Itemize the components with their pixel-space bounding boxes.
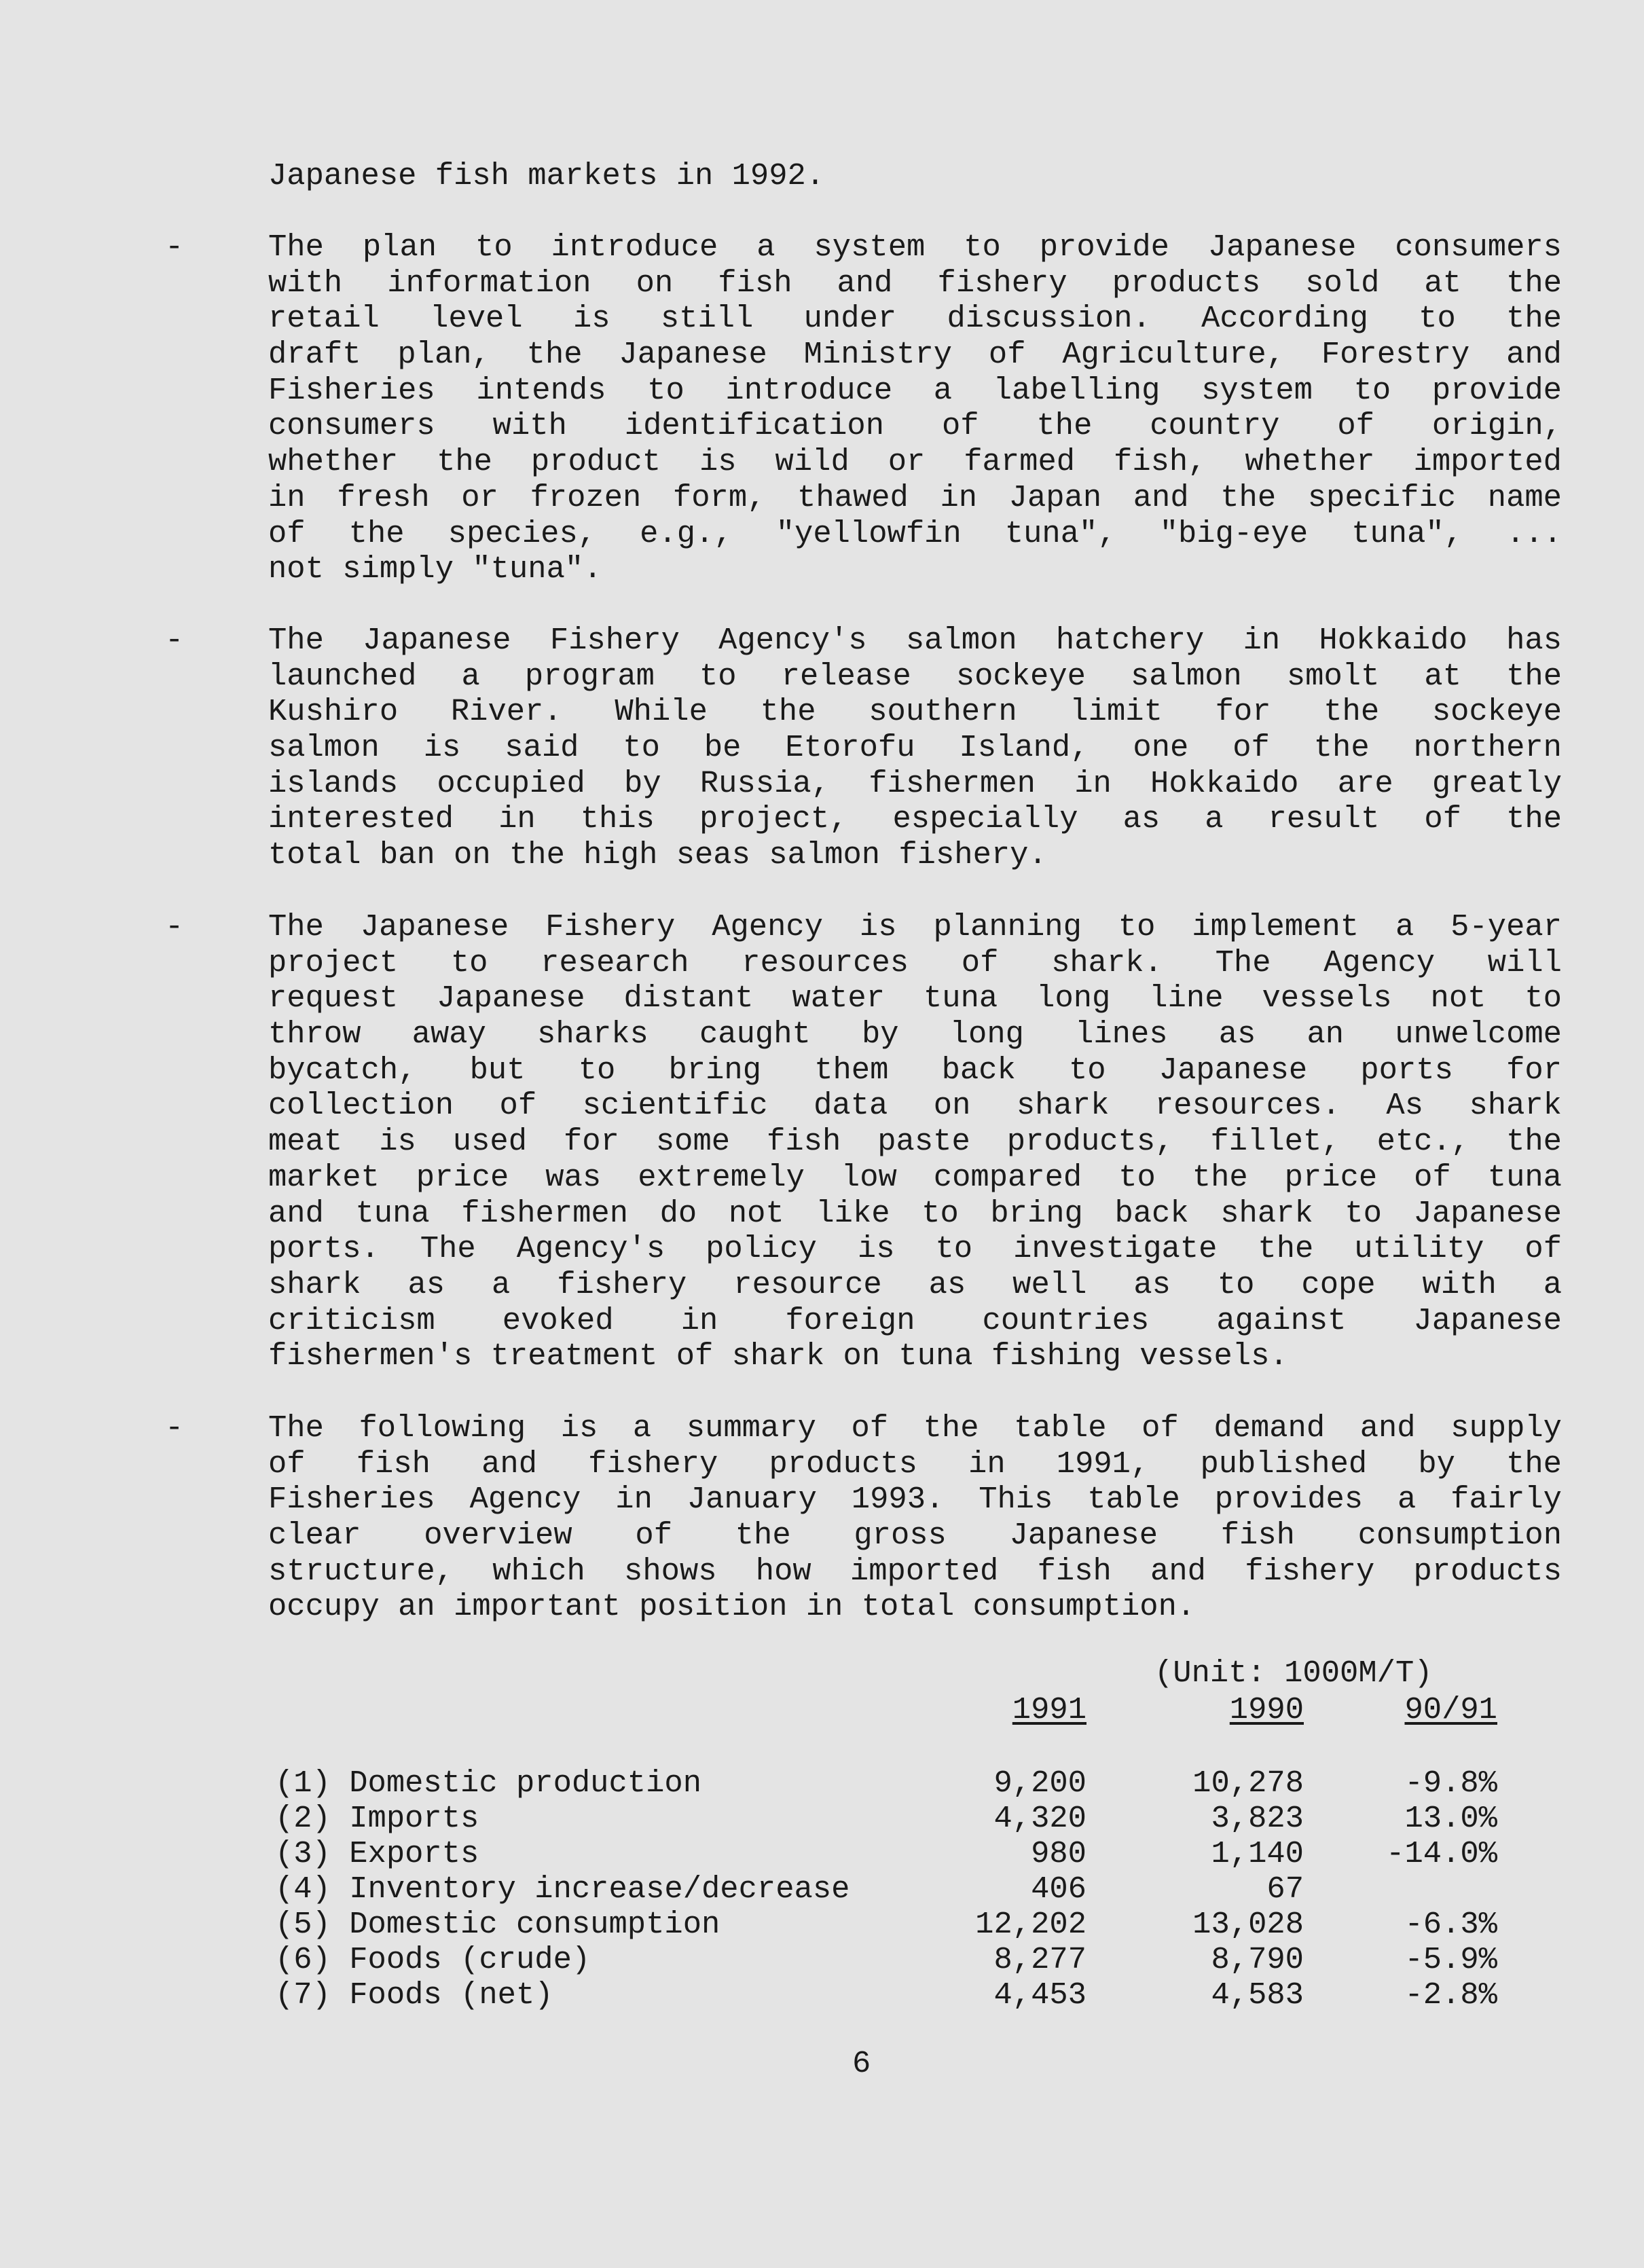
text-line: retail level is still under discussion. According to the [268, 301, 1562, 337]
text-line: structure, which shows how imported fish and fishery products [268, 1553, 1562, 1589]
cell-1990: 10,278 [1192, 1766, 1304, 1801]
cell-1990: 8,790 [1211, 1942, 1304, 1977]
cell-1990: 13,028 [1192, 1907, 1304, 1942]
text-line: The plan to introduce a system to provide Japanese consumers [268, 230, 1562, 265]
paragraph-salmon-hatchery [268, 623, 1562, 873]
row-label: (2) Imports [275, 1801, 479, 1836]
text-line: fishermen's treatment of shark on tuna fishing vessels. [268, 1338, 1288, 1374]
text-line: ports. The Agency's policy is to investigate the utility of [268, 1231, 1562, 1267]
text-line: of the species, e.g., "yellowfin tuna", "big-eye tuna", ... [268, 515, 1562, 551]
column-header-1991: 1991 [1012, 1692, 1086, 1727]
cell-change: -6.3% [1404, 1907, 1497, 1942]
cell-1991: 4,453 [993, 1977, 1086, 2013]
row-label: (7) Foods (net) [275, 1977, 553, 2013]
text-line: draft plan, the Japanese Ministry of Agriculture, Forestry and [268, 337, 1562, 373]
text-line: The following is a summary of the table of demand and supply [268, 1410, 1562, 1446]
cell-change: -2.8% [1404, 1977, 1497, 2013]
text-line: shark as a fishery resource as well as to cope with a [268, 1266, 1562, 1302]
text-line: bycatch, but to bring them back to Japanese ports for [268, 1052, 1562, 1088]
text-line: request Japanese distant water tuna long line vessels not to [268, 981, 1562, 1017]
text-line: salmon is said to be Etorofu Island, one of the northern [268, 730, 1562, 766]
text-line: total ban on the high seas salmon fishery. [268, 837, 1047, 873]
text-line: clear overview of the gross Japanese fish consumption [268, 1518, 1562, 1554]
cell-1990: 3,823 [1211, 1801, 1304, 1836]
bullet-dash: - [165, 623, 184, 658]
row-label: (1) Domestic production [275, 1766, 702, 1801]
row-label: (6) Foods (crude) [275, 1942, 591, 1977]
bullet-dash: - [165, 1410, 184, 1446]
text-line: consumers with identification of the country of origin, [268, 408, 1562, 444]
text-line: throw away sharks caught by long lines as an unwelcome [268, 1017, 1562, 1053]
text-line: occupy an important position in total consumption. [268, 1589, 1196, 1625]
row-label: (3) Exports [275, 1836, 479, 1871]
cell-1991: 980 [1031, 1836, 1086, 1871]
text-line: not simply "tuna". [268, 551, 602, 587]
text-line: in fresh or frozen form, thawed in Japan and the specific name [268, 479, 1562, 515]
cell-change: 13.0% [1404, 1801, 1497, 1836]
column-header-change: 90/91 [1404, 1692, 1497, 1727]
text-line: market price was extremely low compared to the price of tuna [268, 1159, 1562, 1195]
text-line: with information on fish and fishery products sold at the [268, 265, 1562, 301]
text-line: The Japanese Fishery Agency's salmon hatchery in Hokkaido has [268, 623, 1562, 658]
cell-1990: 1,140 [1211, 1836, 1304, 1871]
paragraph-shark-research [268, 909, 1562, 1374]
row-label: (4) Inventory increase/decrease [275, 1871, 850, 1907]
text-line: Fisheries intends to introduce a labelling system to provide [268, 372, 1562, 408]
cell-change: -5.9% [1404, 1942, 1497, 1977]
text-line: criticism evoked in foreign countries against Japanese [268, 1302, 1562, 1338]
text-line: Kushiro River. While the southern limit for the sockeye [268, 694, 1562, 730]
paragraph-demand-supply [268, 1410, 1562, 1625]
cell-1990: 67 [1266, 1871, 1304, 1907]
text-line: launched a program to release sockeye salmon smolt at the [268, 658, 1562, 694]
cell-change: -9.8% [1404, 1766, 1497, 1801]
text-line: meat is used for some fish paste products, fillet, etc., the [268, 1124, 1562, 1160]
row-label: (5) Domestic consumption [275, 1907, 720, 1942]
table-unit-note: (Unit: 1000M/T) [1154, 1656, 1433, 1691]
text-line: whether the product is wild or farmed fish, whether imported [268, 444, 1562, 480]
intro-line: Japanese fish markets in 1992. [268, 158, 825, 194]
cell-change: -14.0% [1386, 1836, 1497, 1871]
text-line: The Japanese Fishery Agency is planning to implement a 5-year [268, 909, 1562, 945]
text-line: Fisheries Agency in January 1993. This table provides a fairly [268, 1482, 1562, 1518]
column-header-1990: 1990 [1229, 1692, 1304, 1727]
bullet-dash: - [165, 230, 184, 265]
paragraph-labelling-system [268, 230, 1562, 587]
text-line: interested in this project, especially as a result of the [268, 801, 1562, 837]
cell-1991: 4,320 [993, 1801, 1086, 1836]
bullet-dash: - [165, 909, 184, 945]
cell-1991: 8,277 [993, 1942, 1086, 1977]
cell-1991: 12,202 [975, 1907, 1086, 1942]
text-line: of fish and fishery products in 1991, published by the [268, 1446, 1562, 1482]
cell-1991: 406 [1031, 1871, 1086, 1907]
text-line: and tuna fishermen do not like to bring back shark to Japanese [268, 1195, 1562, 1231]
text-line: collection of scientific data on shark resources. As shark [268, 1088, 1562, 1124]
text-line: project to research resources of shark. The Agency will [268, 945, 1562, 981]
cell-1990: 4,583 [1211, 1977, 1304, 2013]
page-number: 6 [852, 2046, 871, 2081]
cell-1991: 9,200 [993, 1766, 1086, 1801]
text-line: islands occupied by Russia, fishermen in Hokkaido are greatly [268, 765, 1562, 801]
